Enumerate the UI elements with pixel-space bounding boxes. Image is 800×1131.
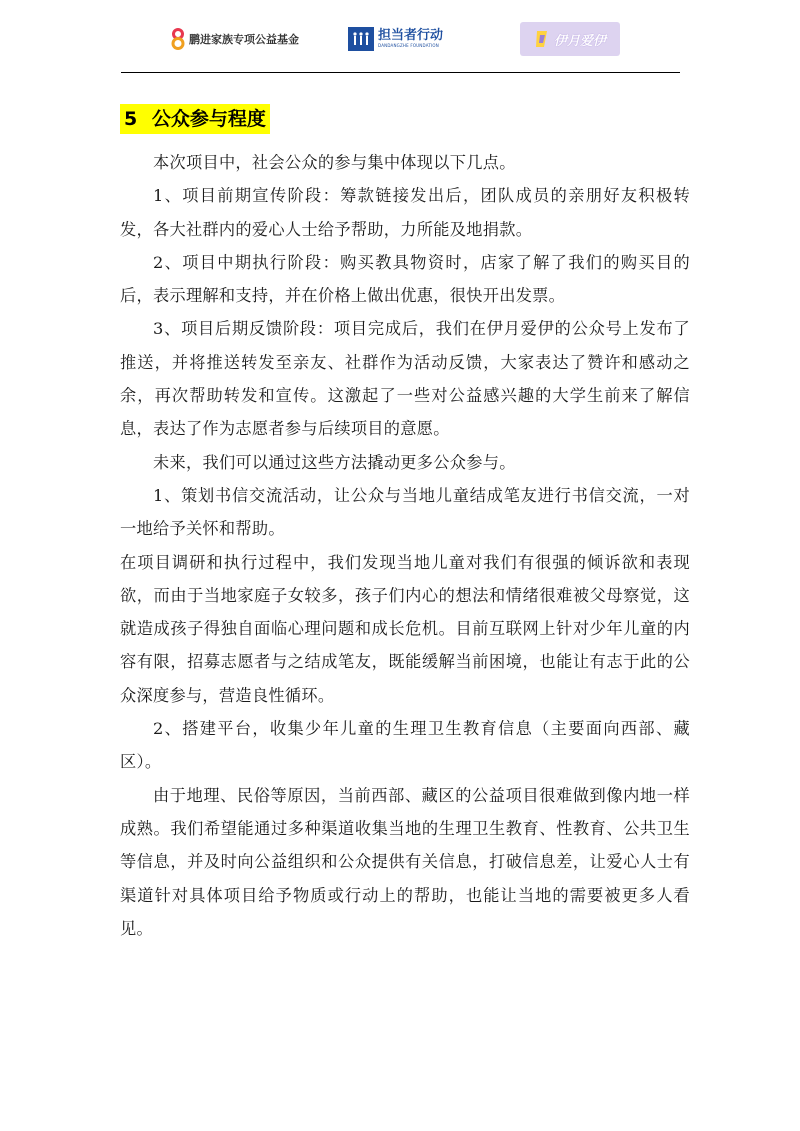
header-divider [121,72,680,73]
paragraph: 2、项目中期执行阶段：购买教具物资时，店家了解了我们的购买目的后，表示理解和支持，并在价格上做出优惠，很快开出发票。 [120,252,690,306]
paragraph: 在项目调研和执行过程中，我们发现当地儿童对我们有很强的倾诉欲和表现欲，而由于当地家庭子女较多，孩子们内心的想法和情绪很难被父母察觉，这就造成孩子得独自面临心理问题和成长危机。目前互联网上针对少年儿童的内容有限，招募志愿者与之结成笔友，既能缓解当前困境，也能让有志于此的公众深度参与，营造良性循环。 [120,552,690,705]
paragraph: 1、策划书信交流活动，让公众与当地儿童结成笔友进行书信交流，一对一地给予关怀和帮助。 [120,485,690,539]
paragraph: 未来，我们可以通过这些方法撬动更多公众参与。 [153,452,516,472]
logo2-sublabel: DANDANGZHE FOUNDATION [378,43,439,48]
paragraph: 本次项目中，社会公众的参与集中体现以下几点。 [153,153,516,172]
paragraph: 1、项目前期宣传阶段：筹款链接发出后，团队成员的亲朋好友积极转发，各大社群内的爱心人士给予帮助，力所能及地捐款。 [120,186,690,239]
logo1-label: 鹏进家族专项公益基金 [189,33,299,46]
yiyue-aiyi-logo [520,22,620,56]
moon-icon [534,29,550,49]
figure-eight-icon [170,28,186,50]
pengjin-foundation-logo [170,22,299,56]
paragraph: 3、项目后期反馈阶段：项目完成后，我们在伊月爱伊的公众号上发布了推送，并将推送转发至亲友、社群作为活动反馈，大家表达了赞许和感动之余，再次帮助转发和宣传。这激起了一些对公益感兴趣的大学生前来了解信息，表达了作为志愿者参与后续项目的意愿。 [120,319,690,439]
body-text [120,146,690,945]
people-icon [348,27,374,51]
paragraph: 2、搭建平台，收集少年儿童的生理卫生教育信息（主要面向西部、藏区）。 [120,719,690,772]
page-header [120,22,680,62]
logo2-label: 担当者行动 [378,28,444,43]
paragraph: 由于地理、民俗等原因，当前西部、藏区的公益项目很难做到像内地一样成熟。我们希望能通过多种渠道收集当地的生理卫生教育、性教育、公共卫生等信息，并及时向公益组织和公众提供有关信息，打破信息差，让爱心人士有渠道针对具体项目给予物质或行动上的帮助，也能让当地的需要被更多人看见。 [120,785,690,938]
section-title: 公众参与程度 [151,108,266,130]
section-number: 5 [124,108,138,130]
dandangzhe-logo [348,22,443,56]
section-heading [120,104,270,134]
logo3-label: 伊月爱伊 [553,33,606,49]
